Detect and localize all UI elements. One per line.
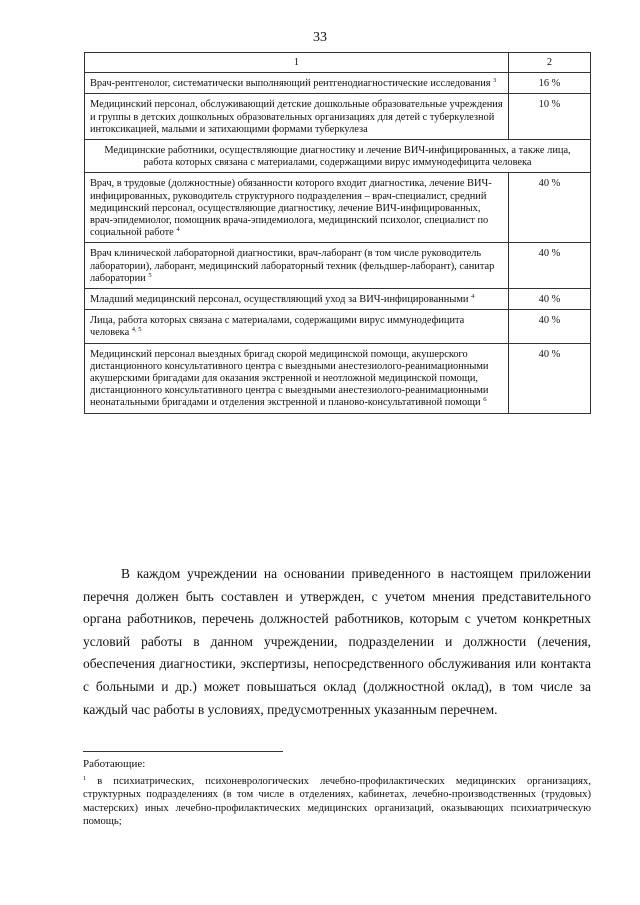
- column-header-2: 2: [509, 53, 591, 73]
- footnote-reference: 4, 5: [131, 326, 142, 334]
- position-text: Младший медицинский персонал, осуществляющий уход за ВИЧ-инфицированными: [90, 294, 469, 306]
- position-cell: [85, 94, 509, 140]
- footnote-text: в психиатрических, психоневрологических лечебно-профилактических медицинских организациях, структурных подразделениях (в том числе в отделениях, кабинетах, лечебно-производственных (трудовых) мастерских) иных лечебно-профилактических медицинских организаций, оказывающих психиатрическую помощь;: [83, 776, 591, 828]
- allowance-percent-cell: 16 %: [509, 73, 591, 94]
- table-row: [85, 310, 591, 343]
- footnote-reference: 5: [148, 271, 152, 279]
- table-row: [85, 73, 591, 94]
- position-cell: [85, 343, 509, 413]
- footnote-reference: 4: [176, 226, 180, 234]
- table-row: [85, 243, 591, 289]
- allowance-table: [84, 52, 591, 414]
- footnote-separator: [83, 751, 283, 752]
- position-text: Врач-рентгенолог, систематически выполняющий рентгенодиагностические исследования: [90, 78, 491, 90]
- position-text: Медицинский персонал, обслуживающий детские дошкольные образовательные учреждения и группы в детских дошкольных образовательных организациях для детей с туберкулезной интоксикацией, малыми и затихающими формами туберкулеза: [90, 99, 503, 135]
- allowance-percent-cell: 40 %: [509, 289, 591, 310]
- footnote-reference: 6: [483, 396, 487, 404]
- allowance-percent-cell: 40 %: [509, 343, 591, 413]
- footnote-mark: 1: [83, 775, 87, 782]
- footnote-reference: 4: [471, 293, 475, 301]
- page-number: 33: [313, 30, 327, 45]
- table-section-row: [85, 140, 591, 173]
- position-text: Врач, в трудовые (должностные) обязанности которого входит диагностика, лечение ВИЧ-инфицированных, руководитель структурного подразделения – врач-специалист, средний медицинский персонал, осуществляющие диагностику, лечение ВИЧ-инфицированных, врач-эпидемиолог, помощник врача-эпидемиолога, медицинский психолог, специалист по социальной работе: [90, 178, 492, 239]
- allowance-percent-cell: 10 %: [509, 94, 591, 140]
- table-row: [85, 343, 591, 413]
- footnote-1: [83, 775, 591, 829]
- table-header-row: [85, 53, 591, 73]
- position-text: Лица, работа которых связана с материалами, содержащими вирус иммунодефицита человека: [90, 315, 465, 339]
- position-text: Врач клинической лабораторной диагностики, врач-лаборант (в том числе руководитель лаборатории), лаборант, медицинский лабораторный техник (фельдшер-лаборант), санитар лаборатории: [90, 248, 495, 284]
- position-cell: [85, 289, 509, 310]
- position-text: Медицинский персонал выездных бригад скорой медицинской помощи, акушерского дистанционного консультативного центра с выездными анестезиолого-реанимационными акушерскими бригадами для оказания экстренной и неотложной медицинской помощи, дистанционного консультативного центра с выездными анестезиолого-реанимационными неонатальными бригадами и отделения экстренной и планово-консультативной помощи: [90, 348, 489, 409]
- position-cell: [85, 310, 509, 343]
- position-cell: [85, 173, 509, 243]
- table-row: [85, 289, 591, 310]
- allowance-percent-cell: 40 %: [509, 243, 591, 289]
- position-cell: [85, 243, 509, 289]
- footnote-reference: 3: [493, 77, 497, 85]
- body-paragraph: В каждом учреждении на основании приведенного в настоящем приложении перечня должен быть составлен и утвержден, с учетом мнения представительного органа работников, перечень должностей работников, которым с учетом конкретных условий работы в данном учреждении, подразделении и должности (лечения, обеспечения диагностики, экспертизы, непосредственного обслуживания или контакта с больными и др.) может повышаться оклад (должностной оклад), в том числе за каждый час работы в условиях, предусмотренных указанным перечнем.: [83, 566, 591, 717]
- allowance-percent-cell: 40 %: [509, 173, 591, 243]
- footnote-heading: Работающие:: [83, 758, 146, 770]
- position-cell: [85, 73, 509, 94]
- table-body: [85, 73, 591, 413]
- column-header-1: 1: [85, 53, 509, 73]
- section-heading: Медицинские работники, осуществляющие диагностику и лечение ВИЧ-инфицированных, а также лица, работа которых связана с материалами, содержащими вирус иммунодефицита человека: [85, 140, 591, 173]
- table-row: [85, 173, 591, 243]
- allowance-percent-cell: 40 %: [509, 310, 591, 343]
- table-row: [85, 94, 591, 140]
